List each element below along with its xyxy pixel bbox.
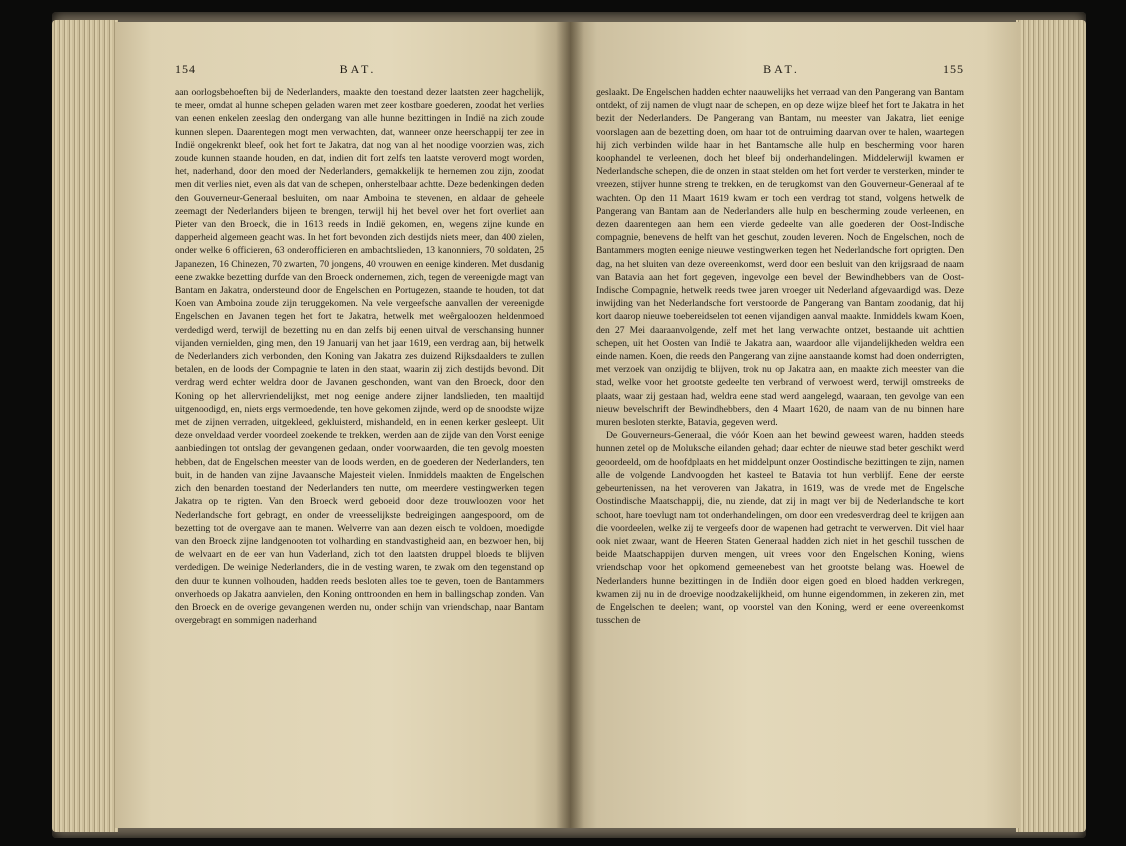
running-head: BAT. xyxy=(763,62,800,76)
right-page xyxy=(570,22,1020,828)
page-number: 155 xyxy=(943,62,964,76)
left-page-header xyxy=(175,62,544,80)
right-page-header xyxy=(596,62,964,80)
book-gutter xyxy=(556,22,584,828)
running-head: BAT. xyxy=(339,62,377,76)
page-number: 154 xyxy=(175,62,196,76)
body-text: aan oorlogsbehoeften bij de Nederlanders, maakte den toestand dezer laatsten zeer hagchelijk, te meer, omdat al hunne schepen geladen waren met zeer kostbare goederen, zoodat het verlies van eenen enkelen zeeslag den ondergang van alle hunne bezittingen in Indië na zich zoude kunnen slepen. Daarentegen mogt men verwachten, dat, wanneer onze heerschappij ter zee in Indië ongekrenkt bleef, ook het fort te Jakatra, dat nog van al het noodige voorzien was, zich zoude kunnen staande houden, en dat, indien dit fort zelfs ten laatste veroverd mogt worden, het, naderhand, door den moed der Nederlanders, gemakkelijk te hernemen zou zijn, zoodat men dit verlies niet, even als dat van de schepen, onherstelbaar achtte. Deze bedenkingen deden den Gouverneur-Generaal besluiten, om naar Amboina te stevenen, en aldaar de geheele zeemagt der Nederlanders bijeen te brengen, terwijl hij het bevel over het fort overliet aan Pieter van den Broeck, die in 1613 reeds in Indië gekomen, en, wegens zijne kunde en dapperheid algemeen geacht was. In het fort bevonden zich destijds niets meer, dan 400 zielen, onder welke 6 officieren, 63 onderofficieren en ambachtslieden, 13 kanonniers, 70 soldaten, 25 Japanezen, 16 Chinezen, 70 zwarten, 70 jongens, 40 vrouwen en eenige kinderen. Met dusdanig eene zwakke bezetting durfde van den Broeck ondernemen, zich, tegen de vereenigde magt van Bantam en Jakatra, ondersteund door de Engelschen en Portugezen, staande te houden, tot dat Koen van Amboina zoude zijn teruggekomen. Na vele vergeefsche aanvallen der vereenigde Engelschen en Javanen tegen het fort te Jakatra, hetwelk met weêrgaloozen heldenmoed verdedigd werd, terwijl de bezetting nu en dan zelfs bij eenen uitval de verschansing hunner vijanden vernielden, ging men, den 19 Januarij van het jaar 1619, een verdrag aan, bij hetwelk de Nederlanders zich verbonden, den Koning van Jakatra zes duizend Rijksdaalders te zullen betalen, en de loods der Compagnie te laten in den staat, waarin zij zich destijds bevond. Dit verdrag werd echter weldra door de Javanen geschonden, want van den Broeck, door den Koning op het allervriendelijkst, met nog eenige andere zijner landslieden, ten maaltijd uitgenoodigd, en, niets ergs vermoedende, ten hove gekomen zijnde, werd op de snoodste wijze met de zijnen verraden, uitgekleed, gekluisterd, mishandeld, en in eenen kerker gesleept. Uit deze onveldaad verder voordeel zoekende te trekken, werden aan de zijde van den Vorst eenige aanbiedingen tot ontslag der gevangenen gedaan, onder voorwaarden, die ten gevolg moesten hebben, dat de Engelschen meester van de loods werden, en de goederen der Nederlanders, ten buit, in de handen van zijne Javaansche Majesteit vielen. Inmiddels maakten de Engelschen zich den benarden toestand der Nederlanders ten nutte, om meerdere vestingwerken tegen Jakatra op te rigten. Van den Broeck werd geboeid door deze trouwloozen voor het Nederlandsche fort gebragt, en onder de vreesselijkste bedreigingen aangespoord, om de bezetting tot de overgave aan te manen. Welverre van aan dezen eisch te voldoen, moedigde van den Broeck zijne landgenooten tot volharding en standvastigheid aan, en bezwoer hen, bij de welvaart en de eer van hun Vaderland, zich tot den laatsten druppel bloeds te blijven verdedigen. De weinige Nederlanders, die in de vesting waren, te zwak om den tegenstand op den duur te kunnen volhouden, hadden reeds besloten alles toe te geven, toen de Bantammers onverhoeds op Jakatra aanvielen, den Koning onttroonden en hem in ballingschap zonden. Van den Broeck en de overige gevangenen werden nu, onder schijn van vriendschap, naar Bantam overgebragt en sommigen naderhand xyxy=(175,87,544,627)
body-paragraph: De Gouverneurs-Generaal, die vóór Koen aan het bewind geweest waren, hadden steeds hunnen zetel op de Moluksche eilanden gehad; daar echter de nieuwe stad beter geschikt werd geoordeeld, om de hoofdplaats en het middelpunt onzer Oostindische bezittingen te zijn, namen alle de volgende Landvoogden het kasteel te Batavia tot hun verblijf. Eene der eerste gebeurtenissen, na het veroveren van Jakatra, in 1619, was de vrede met de Engelsche Oostindische Maatschappij, die, nu ziende, dat zij in magt ver bij de Nederlandsche te kort schoot, hare toevlugt nam tot onderhandelingen, om door een vredesverdrag deel te krijgen aan die voordeelen, welke zij te vergeefs door de wapenen had getracht te verwerven. Dit viel haar ook niet zwaar, want de Heeren Staten Generaal hadden zich niet in het geschil tusschen de beide Maatschappijen durven mengen, uit vrees voor den Engelschen Koning, wiens vriendschap voor het opkomend gemeenebest van het grootste belang was. Hoewel de Nederlanders hunne bezittingen in de Indiën door eigen goed en bloed hadden verkregen, kwamen zij nu in de droevige noodzakelijkheid, om hunne eigendommen, in zekeren zin, met de Engelschen te deelen; want, op voorstel van den Koning, werd er eene overeenkomst tusschen de xyxy=(596,430,964,627)
body-paragraph: geslaakt. De Engelschen hadden echter naauwelijks het verraad van den Pangerang van Bantam ontdekt, of zij namen de vlugt naar de schepen, en op deze wijze bleef het fort te Jakatra in het bezit der Nederlanders. De Pangerang van Bantam, nu meester van Jakatra, liet eenige voorslagen aan de bezetting doen, om haar tot de ontruiming daarvan over te halen, waartegen hij zich verbinden wilde haar in het Bantamsche alle hulp en bescherming voor haren koophandel te verleenen, doch het bleef bij onderhandelingen. Middelerwijl kwamen er Nederlandsche schepen, die de onzen in staat stelden om het fort verder te versterken, minder te vreezen, stijver hunne streng te trekken, en de terugkomst van den Gouverneur-Generaal af te wachten. Op den 11 Maart 1619 kwam er toch een verdrag tot stand, volgens hetwelk de Pangerang van Bantam aan de Nederlanders alle hulp en bescherming zoude verleenen, en dezen daarentegen aan hem een vierde gedeelte van alle goederen der Oost-Indische compagnie, benevens de helft van het geschut, zouden leveren. Noch de Engelschen, noch de Bantammers mogten eenige nieuwe vestingwerken tegen het Nederlandsche fort oprigten. Den dag, na het sluiten van deze overeenkomst, werd door een besluit van den krijgsraad de naam van Batavia aan het fort gegeven, ingevolge een bevel der Bewindhebbers van de Oost-Indische Compagnie, hetwelk reeds twee jaren vroeger uit Nederland afgevaardigd was. Deze inwijding van het Nederlandsche fort verstoorde de Pangerang van Bantam zoodanig, dat hij kort daarop nieuwe toebereidselen tot eenen vijandigen aanval maakte. Inmiddels kwam Koen, den 27 Mei daaraanvolgende, zelf met het lang verwachte ontzet, bestaande uit achttien schepen, uit het Oosten van Indië te Jakatra aan, waardoor alle vijandelijkheden weldra een einde namen. Koen, die reeds den Pangerang van zijne aanstaande komst had doen onderrigten, met verzoek van onzijdig te blijven, trok nu op Jakatra aan, en maakte zich meester van die stad, welke voor het grootste gedeelte ten verbrand of verwoest werd, terwijl omstreeks de plaats, waar zij gestaan had, weldra eene stad werd aangelegd, waaraan, ten gevolge van een nieuw bevelschrift der Bewindhebbers, den 4 Maart 1620, de naam van de nu binnen hare muren besloten sterkte, Batavia, gegeven werd. xyxy=(596,87,964,429)
left-page xyxy=(115,22,570,828)
left-page-edges xyxy=(52,20,118,832)
right-page-edges xyxy=(1016,20,1086,832)
